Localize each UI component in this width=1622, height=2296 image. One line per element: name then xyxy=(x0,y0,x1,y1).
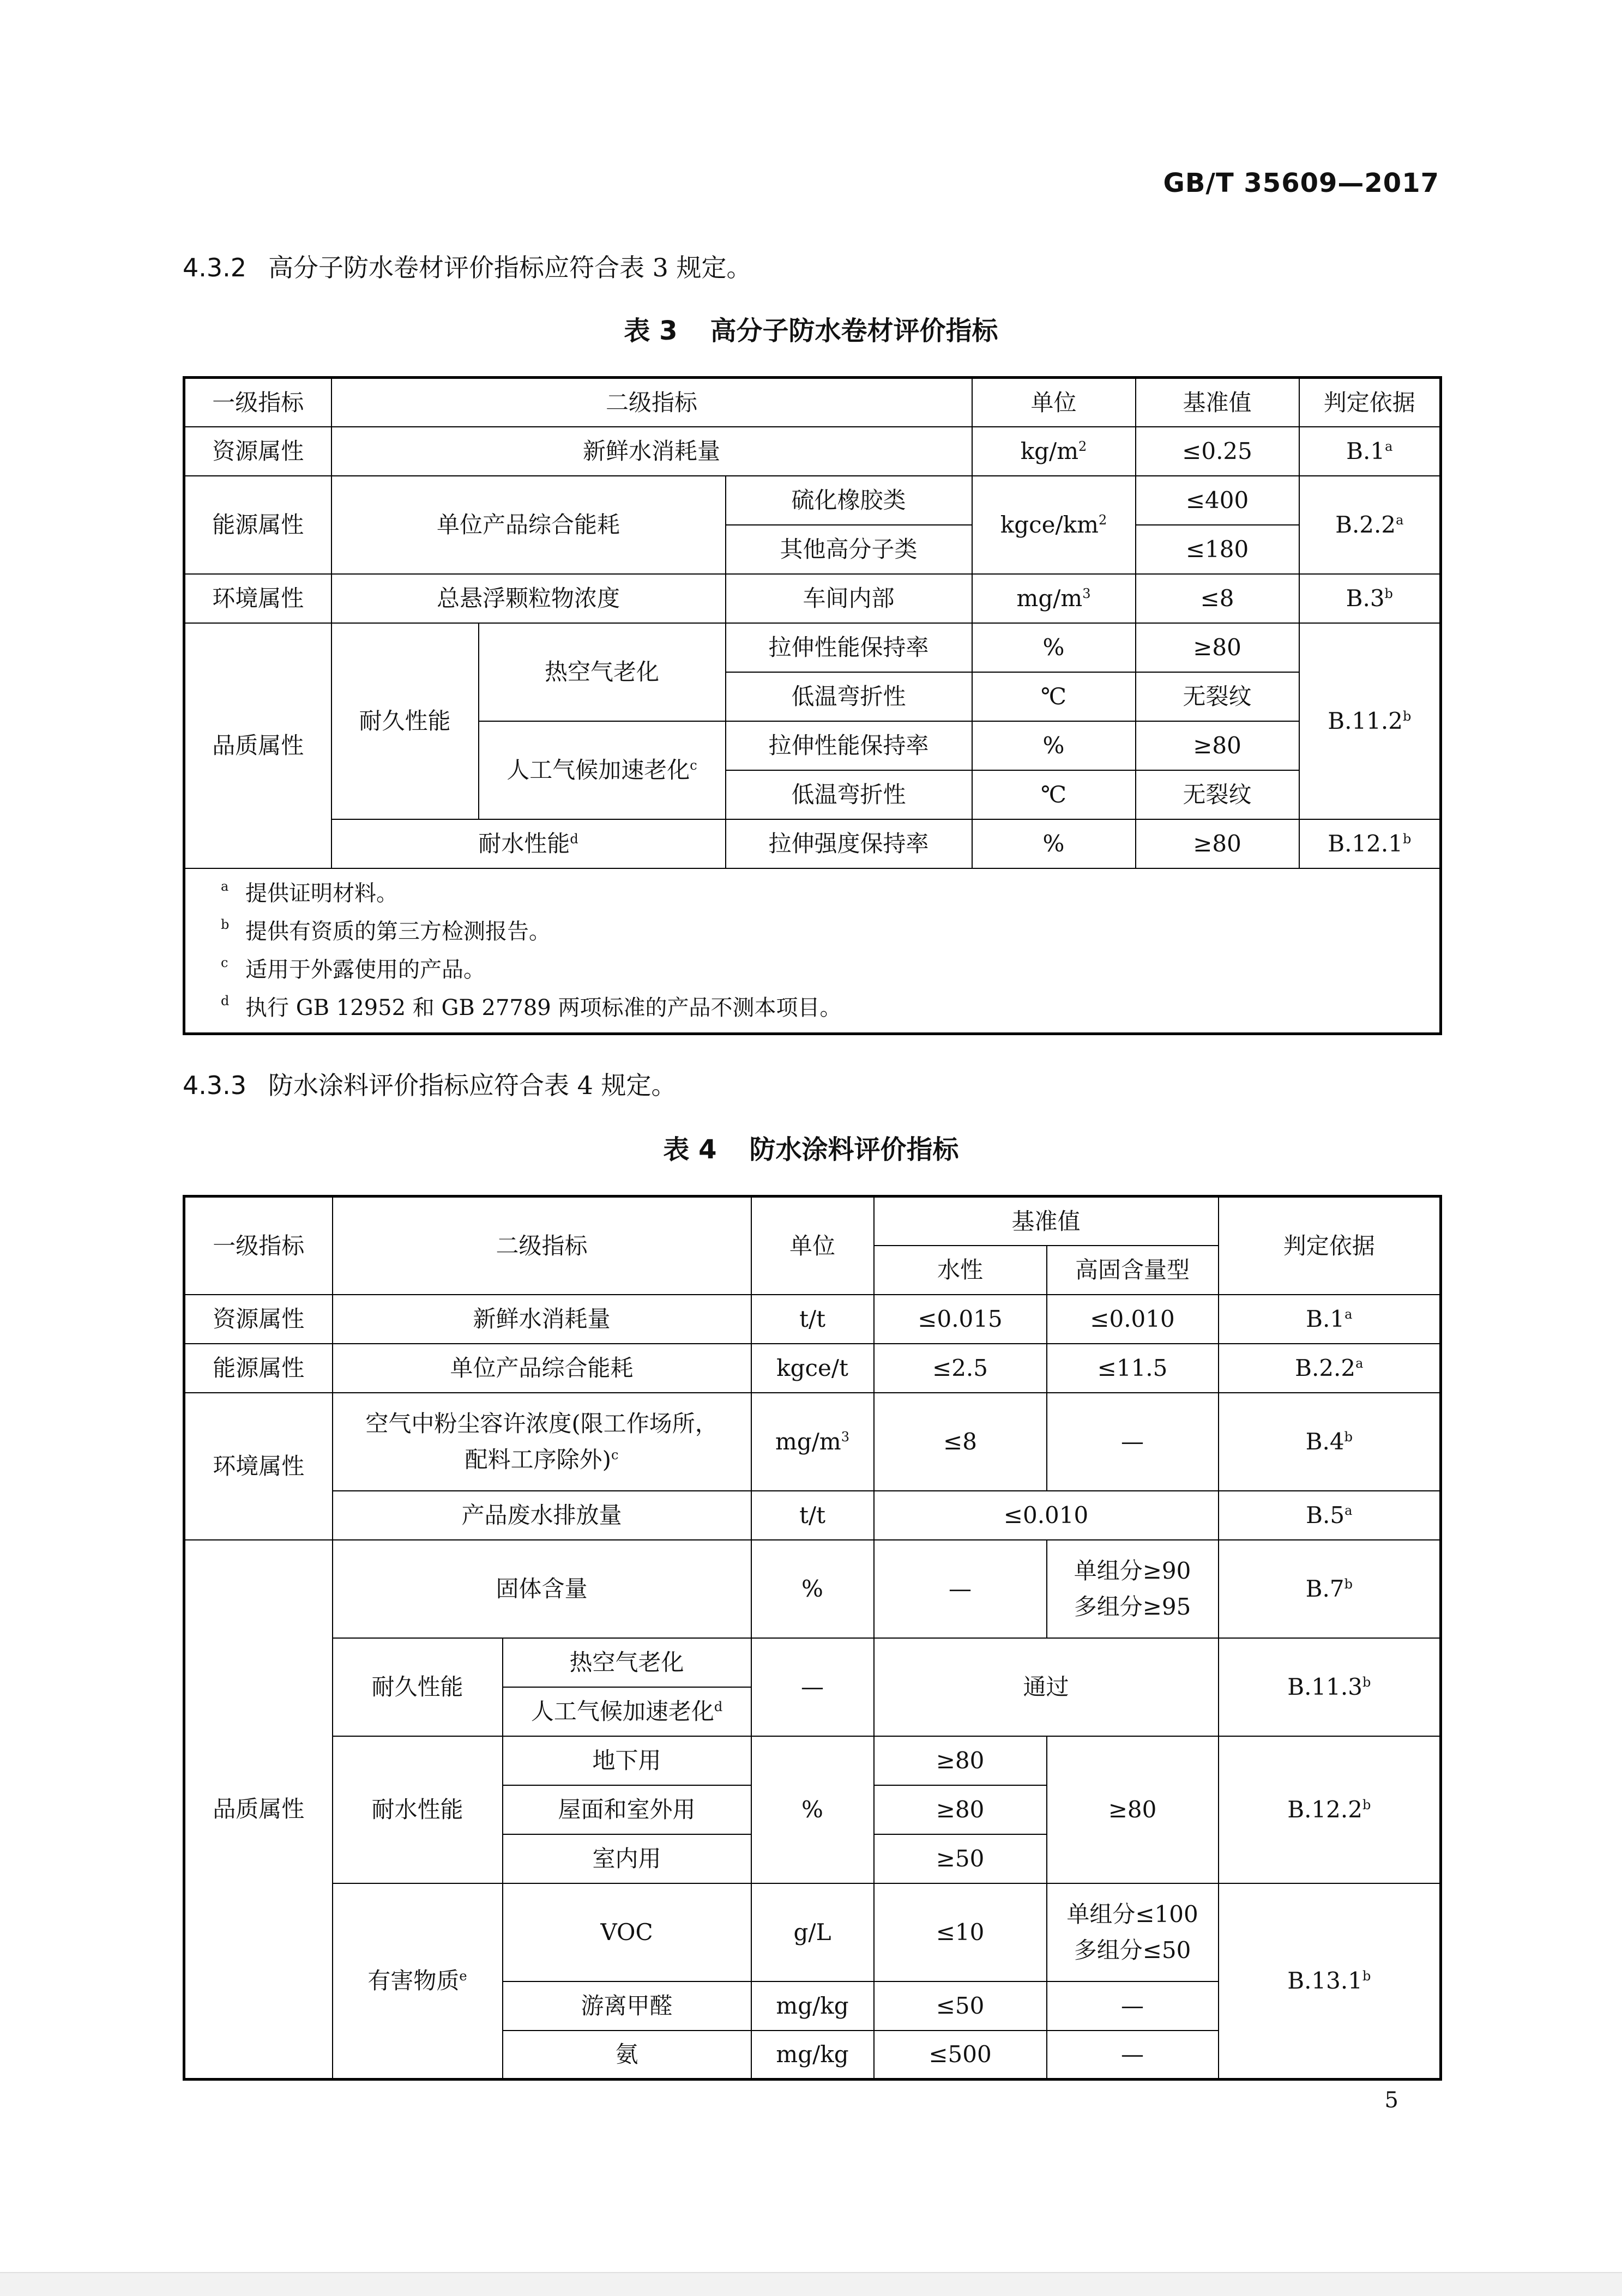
cell: t/t xyxy=(751,1295,874,1344)
cell: 耐久性能 xyxy=(331,623,479,819)
note-b: b 提供有资质的第三方检测报告。 xyxy=(221,916,551,944)
cell: 耐水性能$^d$ xyxy=(331,819,726,868)
cell: 环境属性 xyxy=(184,574,331,623)
cell: 资源属性 xyxy=(184,427,331,476)
table3-caption xyxy=(183,310,1439,347)
header-cell: 高固含量型 xyxy=(1047,1246,1219,1295)
note-a: a 提供证明材料。 xyxy=(221,878,398,906)
table4-caption xyxy=(183,1128,1439,1166)
cell: B.1$^a$ xyxy=(1299,427,1441,476)
cell: 环境属性 xyxy=(184,1393,333,1540)
cell: 单组分≥90 多组分≥95 xyxy=(1047,1540,1219,1638)
clause-text: 防水涂料评价指标应符合表 4 规定。 xyxy=(268,1071,677,1100)
cell: kgce/t xyxy=(751,1344,874,1393)
cell: ≤400 xyxy=(1136,476,1299,525)
cell: B.12.1$^b$ xyxy=(1299,819,1441,868)
cell: ≤0.25 xyxy=(1136,427,1299,476)
cell: 有害物质$^e$ xyxy=(333,1883,503,2080)
cell: 低温弯折性 xyxy=(726,672,972,721)
cell: 室内用 xyxy=(503,1834,751,1883)
cell: B.3$^b$ xyxy=(1299,574,1441,623)
table-notes xyxy=(184,868,1441,1034)
cell: ≥80 xyxy=(1136,819,1299,868)
cell: ≥80 xyxy=(874,1736,1047,1785)
cell: 单位产品综合能耗 xyxy=(331,476,726,574)
cell: ≤0.010 xyxy=(874,1491,1219,1540)
cell: 耐久性能 xyxy=(333,1638,503,1736)
cell: $kg/m^2$ xyxy=(972,427,1136,476)
cell: % xyxy=(751,1540,874,1638)
cell: ≤10 xyxy=(874,1883,1047,1981)
cell: 氨 xyxy=(503,2031,751,2080)
cell: t/t xyxy=(751,1491,874,1540)
cell: 无裂纹 xyxy=(1136,672,1299,721)
table3 xyxy=(183,376,1442,1035)
cell: ≤50 xyxy=(874,1981,1047,2031)
table-row xyxy=(184,1638,1441,1687)
table-row xyxy=(184,1344,1441,1393)
cell: mg/kg xyxy=(751,2031,874,2080)
cell: % xyxy=(972,721,1136,770)
cell: ≤500 xyxy=(874,2031,1047,2080)
header-cell: 单位 xyxy=(751,1197,874,1295)
table-row xyxy=(184,1736,1441,1785)
cell: ≤0.015 xyxy=(874,1295,1047,1344)
cell: 新鲜水消耗量 xyxy=(331,427,972,476)
cell: 低温弯折性 xyxy=(726,770,972,819)
note-c: c 适用于外露使用的产品。 xyxy=(221,954,485,982)
clause-text: 高分子防水卷材评价指标应符合表 3 规定。 xyxy=(268,253,752,282)
cell: 热空气老化 xyxy=(503,1638,751,1687)
header-cell: 水性 xyxy=(874,1246,1047,1295)
table4 xyxy=(183,1195,1442,2081)
cell: B.12.2$^b$ xyxy=(1219,1736,1441,1883)
cell: % xyxy=(972,819,1136,868)
cell: ≤8 xyxy=(874,1393,1047,1491)
header-cell: 判定依据 xyxy=(1219,1197,1441,1295)
cell: ≤2.5 xyxy=(874,1344,1047,1393)
cell: B.1$^a$ xyxy=(1219,1295,1441,1344)
cell: 无裂纹 xyxy=(1136,770,1299,819)
cell: 总悬浮颗粒物浓度 xyxy=(331,574,726,623)
table-row xyxy=(184,1883,1441,1981)
table-row xyxy=(184,1393,1441,1491)
table-row xyxy=(184,1540,1441,1638)
cell: B.13.1$^b$ xyxy=(1219,1883,1441,2080)
clause-4-3-2 xyxy=(183,248,752,284)
cell: 拉伸强度保持率 xyxy=(726,819,972,868)
header-cell: 一级指标 xyxy=(184,1197,333,1295)
table-row xyxy=(184,623,1441,672)
header-cell: 单位 xyxy=(972,378,1136,427)
page-number: 5 xyxy=(1384,2088,1398,2113)
cell: B.2.2$^a$ xyxy=(1299,476,1441,574)
header-cell: 判定依据 xyxy=(1299,378,1441,427)
cell: % xyxy=(972,623,1136,672)
cell: 其他高分子类 xyxy=(726,525,972,574)
table-row xyxy=(184,1491,1441,1540)
cell: $mg/m^3$ xyxy=(972,574,1136,623)
cell: 耐水性能 xyxy=(333,1736,503,1883)
header-cell: 一级指标 xyxy=(184,378,331,427)
cell: B.2.2$^a$ xyxy=(1219,1344,1441,1393)
cell: — xyxy=(1047,2031,1219,2080)
header-cell: 基准值 xyxy=(1136,378,1299,427)
cell: — xyxy=(874,1540,1047,1638)
header-cell: 二级指标 xyxy=(331,378,972,427)
cell: 地下用 xyxy=(503,1736,751,1785)
cell: ≥80 xyxy=(874,1785,1047,1834)
cell: 屋面和室外用 xyxy=(503,1785,751,1834)
table-row xyxy=(184,868,1441,1034)
cell: 拉伸性能保持率 xyxy=(726,623,972,672)
cell: 空气中粉尘容许浓度(限工作场所， 配料工序除外)$^c$ xyxy=(333,1393,751,1491)
table-number: 表 3 xyxy=(624,316,678,346)
table-row xyxy=(184,1295,1441,1344)
cell: 人工气候加速老化$^d$ xyxy=(503,1687,751,1736)
table-title: 防水涂料评价指标 xyxy=(749,1134,959,1165)
cell: 品质属性 xyxy=(184,1540,333,2080)
clause-number: 4.3.2 xyxy=(183,253,247,282)
cell: 单组分≤100 多组分≤50 xyxy=(1047,1883,1219,1981)
cell: g/L xyxy=(751,1883,874,1981)
cell: ≤180 xyxy=(1136,525,1299,574)
table-row xyxy=(184,574,1441,623)
cell: 单位产品综合能耗 xyxy=(333,1344,751,1393)
cell: 拉伸性能保持率 xyxy=(726,721,972,770)
cell: B.11.3$^b$ xyxy=(1219,1638,1441,1736)
clause-4-3-3 xyxy=(183,1066,677,1102)
cell: 硫化橡胶类 xyxy=(726,476,972,525)
cell: $mg/m^3$ xyxy=(751,1393,874,1491)
cell: % xyxy=(751,1736,874,1883)
cell: 能源属性 xyxy=(184,1344,333,1393)
table-row xyxy=(184,378,1441,427)
cell: B.11.2$^b$ xyxy=(1299,623,1441,819)
cell: 游离甲醛 xyxy=(503,1981,751,2031)
cell: B.5$^a$ xyxy=(1219,1491,1441,1540)
header-cell: 基准值 xyxy=(874,1197,1219,1246)
cell: 车间内部 xyxy=(726,574,972,623)
cell: ≥80 xyxy=(1047,1736,1219,1883)
cell: 新鲜水消耗量 xyxy=(333,1295,751,1344)
table-row xyxy=(184,427,1441,476)
cell: ≤8 xyxy=(1136,574,1299,623)
standard-number: GB/T 35609—2017 xyxy=(1163,168,1439,198)
table-row xyxy=(184,819,1441,868)
cell: ℃ xyxy=(972,770,1136,819)
cell: ≥50 xyxy=(874,1834,1047,1883)
cell: 产品废水排放量 xyxy=(333,1491,751,1540)
clause-number: 4.3.3 xyxy=(183,1071,247,1100)
cell: mg/kg xyxy=(751,1981,874,2031)
cell: 热空气老化 xyxy=(479,623,726,721)
header-cell: 二级指标 xyxy=(333,1197,751,1295)
note-d: d 执行 GB 12952 和 GB 27789 两项标准的产品不测本项目。 xyxy=(221,993,842,1020)
cell: kgce/$km^2$ xyxy=(972,476,1136,574)
cell: — xyxy=(1047,1393,1219,1491)
cell: ≥80 xyxy=(1136,623,1299,672)
cell: 品质属性 xyxy=(184,623,331,868)
cell: ℃ xyxy=(972,672,1136,721)
cell: — xyxy=(751,1638,874,1736)
table-number: 表 4 xyxy=(663,1134,717,1165)
cell: 固体含量 xyxy=(333,1540,751,1638)
table-row xyxy=(184,1197,1441,1246)
table-title: 高分子防水卷材评价指标 xyxy=(710,316,998,346)
cell: VOC xyxy=(503,1883,751,1981)
cell: B.4$^b$ xyxy=(1219,1393,1441,1491)
cell: 能源属性 xyxy=(184,476,331,574)
cell: ≤11.5 xyxy=(1047,1344,1219,1393)
page-bottom-edge xyxy=(0,2272,1622,2296)
table-row xyxy=(184,476,1441,525)
cell: B.7$^b$ xyxy=(1219,1540,1441,1638)
cell: — xyxy=(1047,1981,1219,2031)
cell: ≥80 xyxy=(1136,721,1299,770)
cell: 通过 xyxy=(874,1638,1219,1736)
cell: 资源属性 xyxy=(184,1295,333,1344)
cell: ≤0.010 xyxy=(1047,1295,1219,1344)
cell: 人工气候加速老化$^c$ xyxy=(479,721,726,819)
